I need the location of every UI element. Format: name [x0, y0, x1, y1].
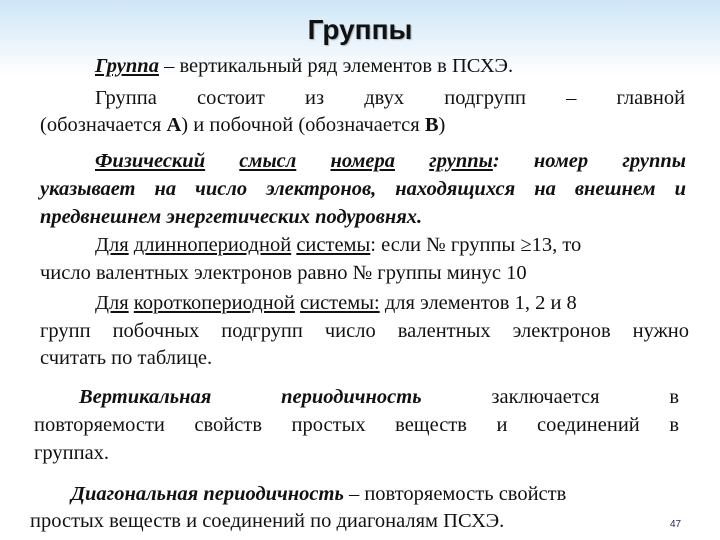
paragraph-short-period-line3: считать по таблице.: [40, 347, 213, 369]
page-number: 47: [670, 519, 682, 530]
word: системы:: [300, 292, 380, 314]
word: состоит: [197, 87, 265, 109]
text-fragment: – повторяемость свойств: [343, 483, 567, 505]
word: системы: [296, 234, 371, 256]
paragraph-diagonal-periodicity-line1: [71, 484, 566, 505]
paragraph-long-period-line1: [95, 235, 581, 256]
paragraph-diagonal-periodicity-line2: простых веществ и соединений по диагоналям ПСХЭ.: [30, 510, 505, 532]
word: Для: [95, 292, 129, 314]
paragraph-group-definition: [95, 56, 513, 77]
word: двух: [364, 87, 405, 109]
paragraph-physical-meaning-line2: указывает на число электронов, находящихся на внешнем и: [40, 178, 686, 200]
text-fragment: ) и побочной (обозначается: [181, 114, 425, 136]
paragraph-vertical-periodicity-line1: [79, 387, 679, 408]
word: заключается: [491, 386, 600, 408]
paragraph-physical-meaning-line3: предвнешнем энергетических подуровнях.: [40, 206, 423, 228]
paragraph-vertical-periodicity-line3: группах.: [34, 442, 110, 464]
word: главной: [616, 87, 686, 109]
word: в: [669, 386, 680, 408]
word: короткопериодной: [133, 292, 295, 314]
term-group: Группа: [95, 55, 159, 77]
paragraph-vertical-periodicity-line2: повторяемости свойств простых веществ и соединений в: [34, 414, 679, 436]
paragraph-short-period-line1: [95, 293, 577, 314]
text-fragment: ): [438, 114, 446, 136]
word: из: [304, 87, 325, 109]
word: подгрупп: [444, 87, 526, 109]
text-fragment: для элементов 1, 2 и 8: [379, 292, 577, 314]
word: группы: [429, 150, 493, 172]
word: периодичность: [203, 483, 344, 505]
paragraph-subgroups-line2: [40, 115, 445, 136]
word: длиннопериодной: [133, 234, 292, 256]
text-fragment: : если № группы ≥13, то: [370, 234, 582, 256]
word: Вертикальная: [79, 386, 212, 408]
text-fragment: (обозначается: [40, 114, 167, 136]
word: группы: [622, 150, 686, 172]
slide-title: Группы: [307, 14, 413, 45]
word: –: [566, 87, 577, 109]
colon: :: [492, 150, 500, 172]
word: номера: [330, 150, 395, 172]
word: Группа: [95, 87, 157, 109]
paragraph-short-period-line2: групп побочных подгрупп число валентных электронов нужно: [40, 320, 689, 342]
definition-text: – вертикальный ряд элементов в ПСХЭ.: [158, 55, 514, 77]
word: Физический: [95, 150, 206, 172]
subgroup-a-label: А: [166, 114, 182, 136]
paragraph-subgroups-line1: [95, 88, 685, 109]
paragraph-long-period-line2: число валентных электронов равно № группы минус 10: [40, 262, 527, 284]
paragraph-physical-meaning-line1: [95, 151, 686, 172]
subgroup-b-label: В: [424, 114, 439, 136]
word: Для: [95, 234, 129, 256]
word: смысл: [239, 150, 297, 172]
word: Диагональная: [71, 483, 199, 505]
word: номер: [533, 150, 589, 172]
word: периодичность: [281, 386, 422, 408]
